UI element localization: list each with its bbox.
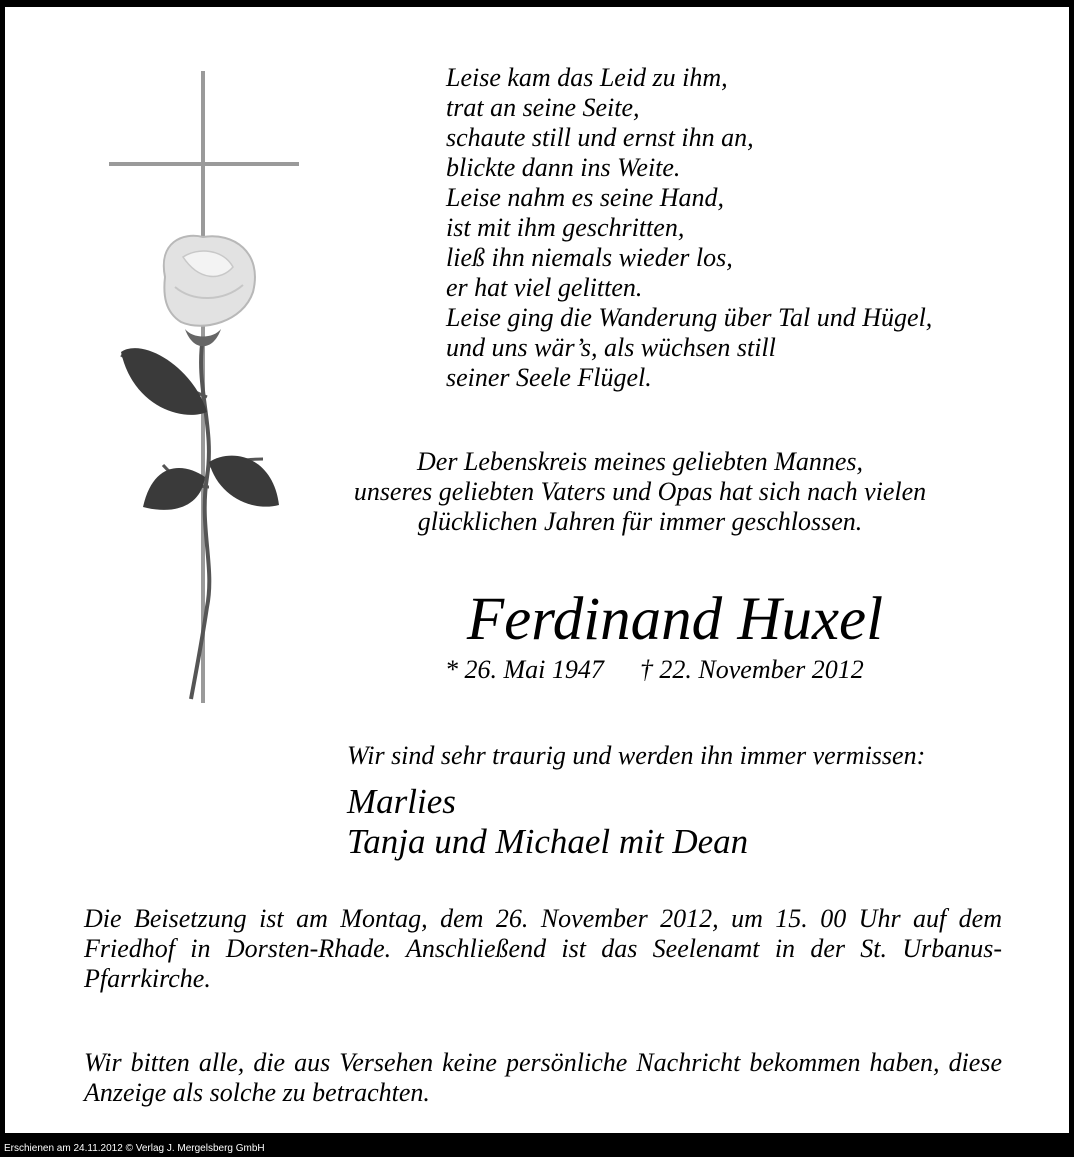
tribute-line: unseres geliebten Vaters und Opas hat sich nach vielen xyxy=(353,477,927,506)
publication-footer: Erschienen am 24.11.2012 © Verlag J. Mergelsberg GmbH xyxy=(0,1141,1074,1157)
mourners-names xyxy=(347,782,748,862)
poem-line: Leise ging die Wanderung über Tal und Hügel, xyxy=(446,303,933,332)
mourner-name: Tanja und Michael mit Dean xyxy=(347,822,749,861)
poem-line: Leise nahm es seine Hand, xyxy=(446,183,725,212)
funeral-details: Die Beisetzung ist am Montag, dem 26. November 2012, um 15. 00 Uhr auf dem Friedhof in Dorsten-Rhade. Anschließend ist das Seelenamt in der St. Urbanus-Pfarrkirche. xyxy=(84,904,1002,993)
poem-line: seiner Seele Flügel. xyxy=(446,363,652,392)
mourner-name: Marlies xyxy=(347,782,456,821)
cross-and-rose-illustration xyxy=(103,67,313,707)
poem-line: schaute still und ernst ihn an, xyxy=(446,123,754,152)
poem-line: ließ ihn niemals wieder los, xyxy=(446,243,733,272)
deceased-name: Ferdinand Huxel xyxy=(466,586,884,653)
poem-line: ist mit ihm geschritten, xyxy=(446,213,685,242)
mourners-intro: Wir sind sehr traurig und werden ihn immer vermissen: xyxy=(347,741,926,770)
poem-line: blickte dann ins Weite. xyxy=(446,153,681,182)
poem-line: Leise kam das Leid zu ihm, xyxy=(446,63,728,92)
poem-line: trat an seine Seite, xyxy=(446,93,640,122)
poem-line: und uns wär’s, als wüchsen still xyxy=(446,333,776,362)
poem xyxy=(446,63,932,393)
birth-date: * 26. Mai 1947 xyxy=(445,655,604,684)
life-dates xyxy=(445,654,864,686)
death-date: † 22. November 2012 xyxy=(639,655,864,684)
tribute-line: glücklichen Jahren für immer geschlossen. xyxy=(417,507,863,536)
tribute-line: Der Lebenskreis meines geliebten Mannes, xyxy=(417,447,863,476)
poem-line: er hat viel gelitten. xyxy=(446,273,643,302)
rose-icon xyxy=(121,236,279,699)
notice-text: Wir bitten alle, die aus Versehen keine persönliche Nachricht bekommen haben, diese Anzeige als solche zu betrachten. xyxy=(84,1048,1002,1107)
tribute-text xyxy=(305,447,975,537)
